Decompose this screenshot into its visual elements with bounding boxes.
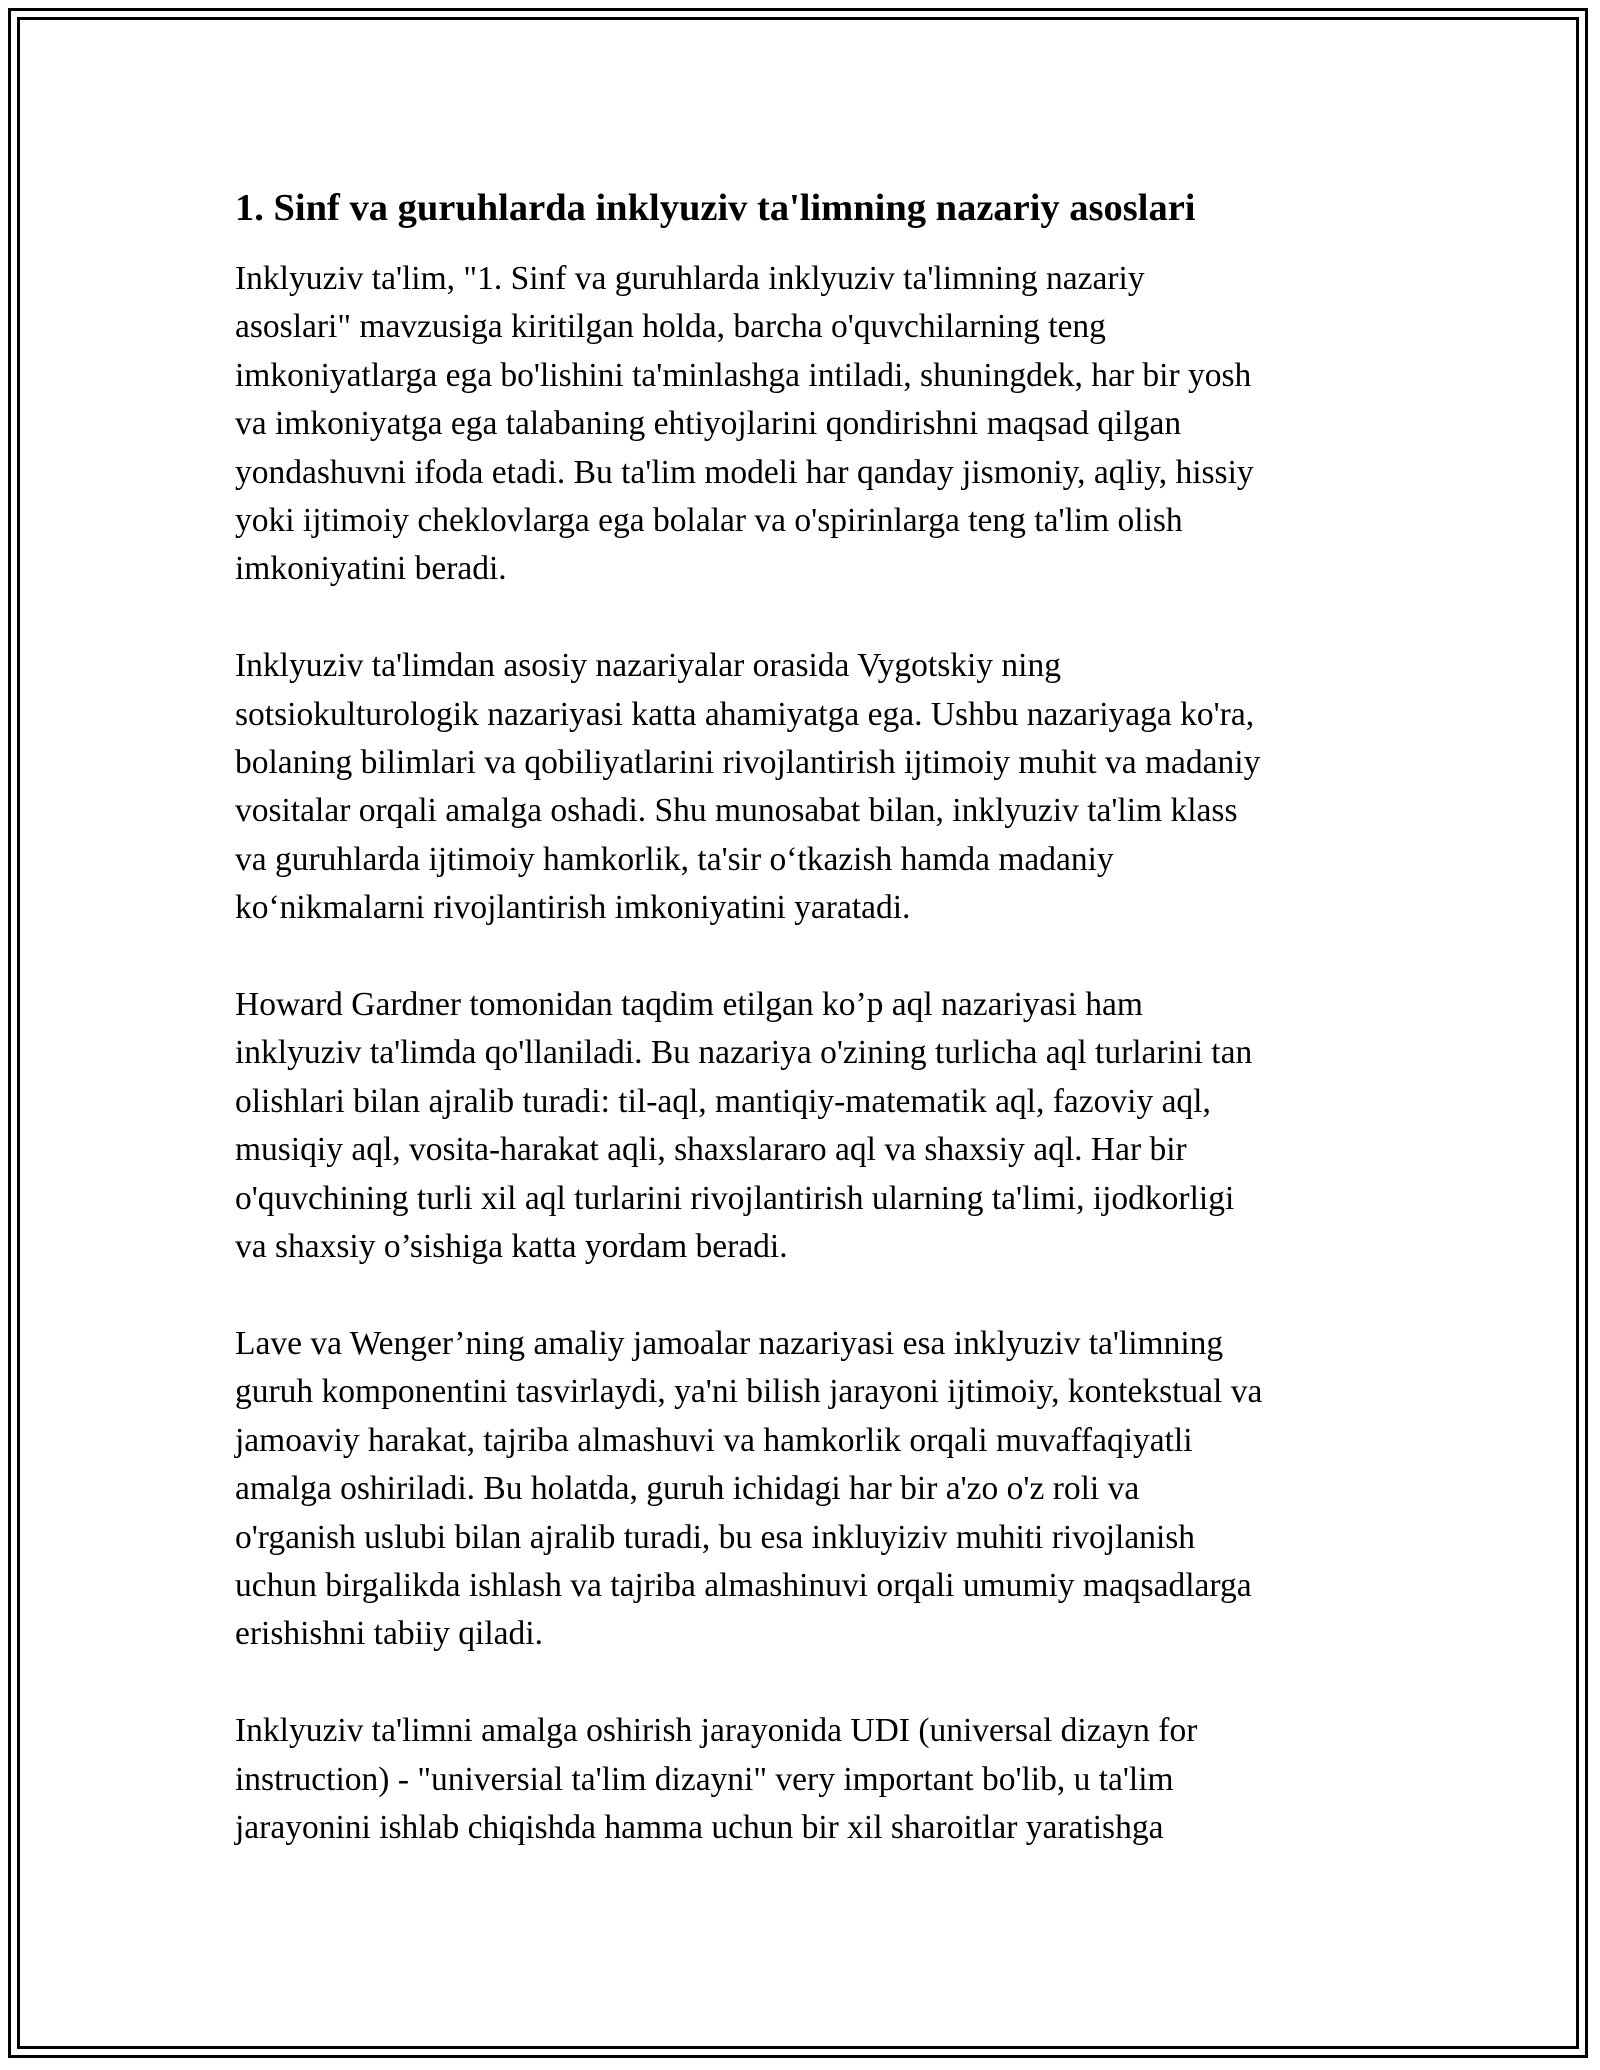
paragraph-line: jarayonini ishlab chiqishda hamma uchun bir xil sharoitlar yaratishga: [235, 1808, 1164, 1846]
paragraph-line: bolaning bilimlari va qobiliyatlarini rivojlantirish ijtimoiy muhit va madaniy: [235, 744, 1261, 782]
paragraph-gardner-theory: [235, 981, 1375, 1271]
paragraph-line: yoki ijtimoiy cheklovlarga ega bolalar va o'spirinlarga teng ta'lim olish: [235, 502, 1183, 540]
paragraph-line: va shaxsiy o’sishiga katta yordam beradi.: [235, 1228, 788, 1266]
paragraph-line: erishishni tabiiy qiladi.: [235, 1615, 543, 1653]
paragraph-inclusive-education-definition: [235, 255, 1375, 594]
paragraph-line: imkoniyatlarga ega bo'lishini ta'minlashga intiladi, shuningdek, har bir yosh: [235, 356, 1252, 394]
paragraph-vygotsky-theory: [235, 642, 1375, 932]
paragraph-line: yondashuvni ifoda etadi. Bu ta'lim modeli har qanday jismoniy, aqliy, hissiy: [235, 453, 1254, 491]
paragraph-line: uchun birgalikda ishlash va tajriba almashinuvi orqali umumiy maqsadlarga: [235, 1566, 1252, 1604]
paragraph-lave-wenger-theory: [235, 1320, 1375, 1659]
paragraph-line: va imkoniyatga ega talabaning ehtiyojlarini qondirishni maqsad qilgan: [235, 405, 1182, 443]
document-body: [235, 185, 1375, 1901]
paragraph-line: o'quvchining turli xil aql turlarini rivojlantirish ularning ta'limi, ijodkorligi: [235, 1179, 1235, 1217]
paragraph-line: Inklyuziv ta'limni amalga oshirish jarayonida UDI (universal dizayn for: [235, 1712, 1198, 1750]
paragraph-line: imkoniyatini beradi.: [235, 550, 507, 588]
paragraph-line: va guruhlarda ijtimoiy hamkorlik, ta'sir o‘tkazish hamda madaniy: [235, 840, 1114, 878]
paragraph-line: olishlari bilan ajralib turadi: til-aql, mantiqiy-matematik aql, fazoviy aql,: [235, 1082, 1211, 1120]
paragraph-line: amalga oshiriladi. Bu holatda, guruh ichidagi har bir a'zo o'z roli va: [235, 1470, 1140, 1508]
section-heading: 1. Sinf va guruhlarda inklyuziv ta'limning nazariy asoslari: [235, 187, 1196, 229]
paragraph-line: ko‘nikmalarni rivojlantirish imkoniyatini yaratadi.: [235, 889, 911, 927]
paragraph-line: o'rganish uslubi bilan ajralib turadi, bu esa inkluyiziv muhiti rivojlanish: [235, 1518, 1196, 1556]
paragraph-line: inklyuziv ta'limda qo'llaniladi. Bu nazariya o'zining turlicha aql turlarini tan: [235, 1034, 1253, 1072]
paragraph-line: guruh komponentini tasvirlaydi, ya'ni bilish jarayoni ijtimoiy, kontekstual va: [235, 1373, 1263, 1411]
paragraph-line: sotsiokulturologik nazariyasi katta ahamiyatga ega. Ushbu nazariyaga ko'ra,: [235, 695, 1255, 733]
paragraph-line: Howard Gardner tomonidan taqdim etilgan ko’p aql nazariyasi ham: [235, 986, 1143, 1024]
paragraph-udi: [235, 1707, 1375, 1852]
paragraph-line: musiqiy aql, vosita-harakat aqli, shaxslararo aql va shaxsiy aql. Har bir: [235, 1131, 1187, 1169]
paragraph-line: Lave va Wenger’ning amaliy jamoalar nazariyasi esa inklyuziv ta'limning: [235, 1324, 1224, 1362]
paragraph-line: jamoaviy harakat, tajriba almashuvi va hamkorlik orqali muvaffaqiyatli: [235, 1421, 1193, 1459]
paragraph-line: Inklyuziv ta'limdan asosiy nazariyalar orasida Vygotskiy ning: [235, 647, 1061, 685]
paragraph-line: instruction) - "universial ta'lim dizayni" very important bo'lib, u ta'lim: [235, 1760, 1174, 1798]
paragraph-line: Inklyuziv ta'lim, "1. Sinf va guruhlarda inklyuziv ta'limning nazariy: [235, 260, 1145, 297]
paragraph-line: vositalar orqali amalga oshadi. Shu munosabat bilan, inklyuziv ta'lim klass: [235, 792, 1238, 830]
paragraph-line: asoslari" mavzusiga kiritilgan holda, barcha o'quvchilarning teng: [235, 308, 1106, 346]
